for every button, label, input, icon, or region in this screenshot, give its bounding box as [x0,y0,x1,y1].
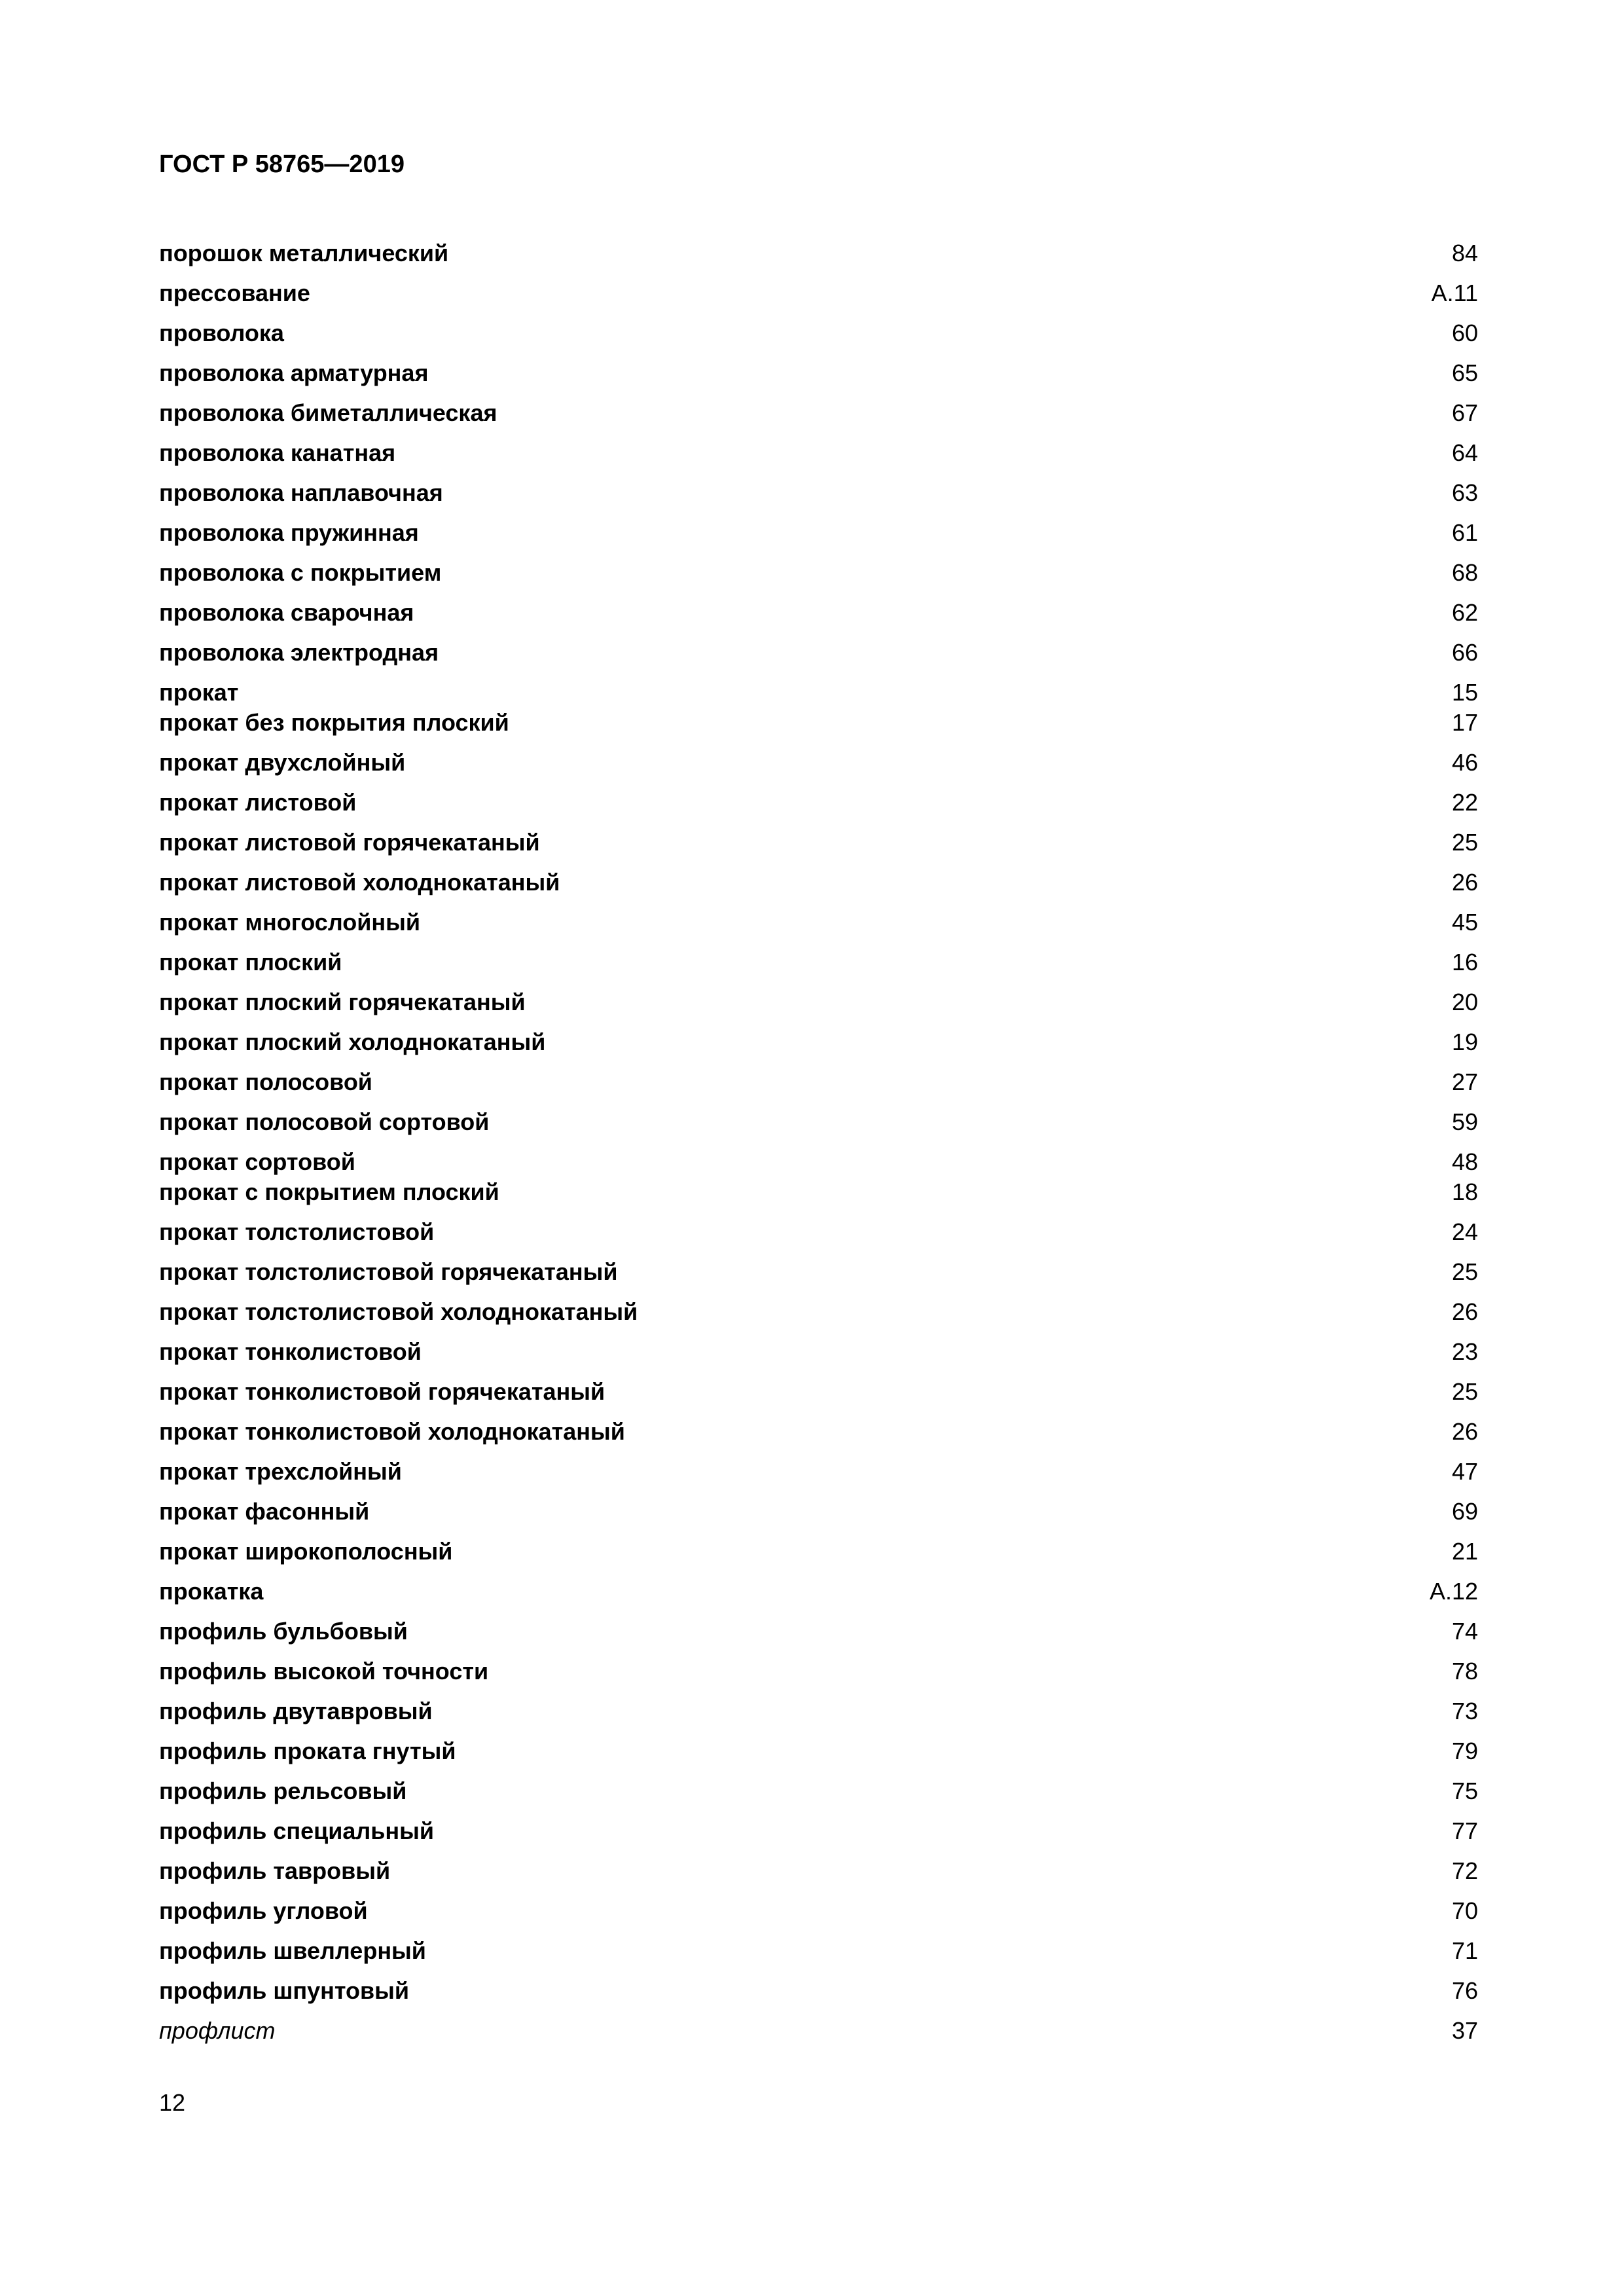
index-ref: 74 [1451,1618,1478,1645]
index-entry [159,1177,1478,1207]
index-ref: 15 [1451,679,1478,706]
index-entry [159,748,1478,778]
index-ref: 45 [1451,909,1478,936]
index-entry [159,1776,1478,1806]
index-term: прокат листовой горячекатаный [159,829,540,856]
index-ref: 72 [1451,1857,1478,1884]
index-term: проволока пружинная [159,519,419,546]
index-ref: 16 [1451,949,1478,975]
index-entry [159,788,1478,818]
index-ref: 18 [1451,1178,1478,1205]
index-term: профиль проката гнутый [159,1738,456,1764]
document-header-title: ГОСТ Р 58765—2019 [159,151,405,178]
index-ref: 22 [1451,789,1478,816]
index-entry [159,1257,1478,1287]
index-ref: 17 [1451,709,1478,736]
index-term: прокат сортовой [159,1148,355,1175]
index-ref: 26 [1451,1298,1478,1325]
index-entry [159,1147,1478,1177]
index-entry [159,1067,1478,1097]
index-entry [159,1297,1478,1327]
index-term: проволока биметаллическая [159,399,497,426]
index-entry [159,278,1478,308]
index-entry [159,398,1478,428]
index-term: проволока наплавочная [159,479,443,506]
index-entry [159,1457,1478,1487]
index-ref: 21 [1451,1538,1478,1565]
index-ref: А.12 [1429,1578,1478,1605]
index-entry [159,1856,1478,1886]
index-term: прокат тонколистовой горячекатаный [159,1378,605,1405]
index-ref: 46 [1451,749,1478,776]
index-ref: 69 [1451,1498,1478,1525]
index-ref: 20 [1451,989,1478,1015]
index-entry [159,1736,1478,1766]
index-term: прокат толстолистовой [159,1218,435,1245]
index-ref: А.11 [1431,280,1478,306]
index-entry [159,1656,1478,1686]
index-term: профиль угловой [159,1897,368,1924]
index-ref: 73 [1451,1698,1478,1724]
index-ref: 23 [1451,1338,1478,1365]
index-term: проволока канатная [159,439,396,466]
index-entry [159,1896,1478,1926]
index-term: профиль двутавровый [159,1698,433,1724]
index-entry [159,947,1478,977]
index-term: прокат полосовой сортовой [159,1108,490,1135]
index-term: прокат листовой холоднокатаный [159,869,560,896]
index-term: прокат листовой [159,789,357,816]
index-entry [159,907,1478,938]
index-entry [159,828,1478,858]
index-ref: 71 [1451,1937,1478,1964]
index-ref: 27 [1451,1068,1478,1095]
index-ref: 48 [1451,1148,1478,1175]
index-term: прокат плоский холоднокатаный [159,1029,546,1055]
index-entry [159,1417,1478,1447]
index-entry [159,438,1478,468]
index-ref: 79 [1451,1738,1478,1764]
index-entry [159,598,1478,628]
index-ref: 68 [1451,559,1478,586]
index-term: прокат многослойный [159,909,420,936]
index-entry [159,1616,1478,1647]
index-entry [159,2016,1478,2046]
index-ref: 62 [1451,599,1478,626]
index-term: профиль бульбовый [159,1618,408,1645]
index-term: профиль шпунтовый [159,1977,410,2004]
index-entry [159,678,1478,708]
index-entry [159,1497,1478,1527]
index-term: прокат двухслойный [159,749,406,776]
index-entry [159,1027,1478,1057]
index-entry [159,987,1478,1017]
index-entry [159,518,1478,548]
index-ref: 25 [1451,1378,1478,1405]
index-term: прессование [159,280,310,306]
index-term: профиль высокой точности [159,1658,489,1685]
index-ref: 26 [1451,869,1478,896]
index-term: прокат [159,679,239,706]
index-term: прокат плоский горячекатаный [159,989,526,1015]
index-entry [159,1976,1478,2006]
index-term: проволока [159,319,284,346]
index-entry [159,1576,1478,1607]
index-term: прокат толстолистовой горячекатаный [159,1258,618,1285]
index-ref: 70 [1451,1897,1478,1924]
index-ref: 84 [1451,240,1478,266]
index-ref: 65 [1451,359,1478,386]
index-ref: 19 [1451,1029,1478,1055]
index-term: проволока арматурная [159,359,429,386]
index-ref: 61 [1451,519,1478,546]
index-entry [159,478,1478,508]
index-term: прокат фасонный [159,1498,370,1525]
index-term: профлист [159,2017,276,2044]
index-term: прокат без покрытия плоский [159,709,509,736]
index-entry [159,1936,1478,1966]
index-ref: 66 [1451,639,1478,666]
index-term: проволока электродная [159,639,439,666]
index-ref: 77 [1451,1817,1478,1844]
index-ref: 76 [1451,1977,1478,2004]
index-entry [159,238,1478,268]
index-entry [159,1217,1478,1247]
index-ref: 64 [1451,439,1478,466]
index-term: порошок металлический [159,240,449,266]
index-entry [159,1696,1478,1726]
index-ref: 67 [1451,399,1478,426]
index-term: профиль швеллерный [159,1937,426,1964]
index-ref: 26 [1451,1418,1478,1445]
index-ref: 75 [1451,1777,1478,1804]
index-entry [159,708,1478,738]
index-ref: 59 [1451,1108,1478,1135]
index-term: прокат с покрытием плоский [159,1178,499,1205]
page-number: 12 [159,2089,186,2116]
index-entry [159,1377,1478,1407]
index-entry [159,1816,1478,1846]
index-term: профиль специальный [159,1817,435,1844]
index-entry [159,638,1478,668]
index-term: проволока сварочная [159,599,414,626]
index-term: прокат трехслойный [159,1458,402,1485]
index-term: прокатка [159,1578,264,1605]
index-term: прокат тонколистовой [159,1338,422,1365]
index-ref: 24 [1451,1218,1478,1245]
index-term: прокат плоский [159,949,342,975]
index-term: прокат тонколистовой холоднокатаный [159,1418,625,1445]
index-ref: 63 [1451,479,1478,506]
index-entry [159,558,1478,588]
index-entry [159,1537,1478,1567]
index-entry [159,318,1478,348]
index-ref: 78 [1451,1658,1478,1685]
index-ref: 60 [1451,319,1478,346]
index-term: профиль тавровый [159,1857,391,1884]
index-ref: 47 [1451,1458,1478,1485]
index-term: профиль рельсовый [159,1777,407,1804]
index-term: прокат широкополосный [159,1538,453,1565]
index-entry [159,867,1478,898]
index-term: прокат толстолистовой холоднокатаный [159,1298,638,1325]
index-term: прокат полосовой [159,1068,372,1095]
index-ref: 25 [1451,1258,1478,1285]
term-index-list [159,238,1478,2046]
index-term: проволока с покрытием [159,559,442,586]
index-entry [159,358,1478,388]
index-entry [159,1107,1478,1137]
index-entry [159,1337,1478,1367]
index-ref: 25 [1451,829,1478,856]
index-ref: 37 [1451,2017,1478,2044]
